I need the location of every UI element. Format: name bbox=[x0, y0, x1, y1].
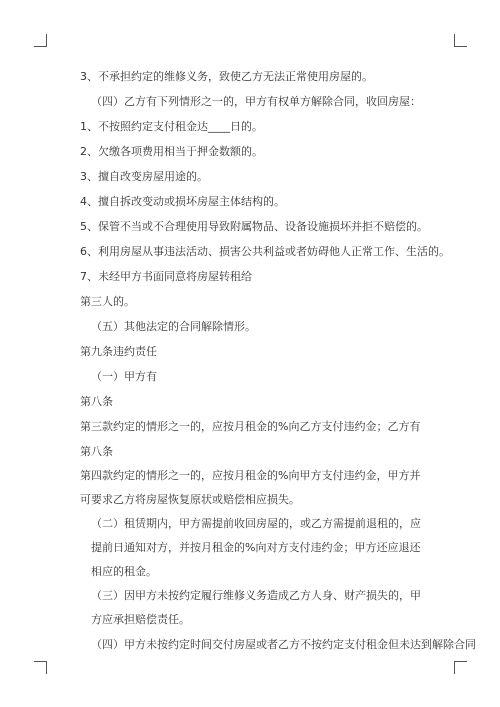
paragraph: 第八条 bbox=[80, 395, 113, 408]
paragraph: 2、欠缴各项费用相当于押金数额的。 bbox=[80, 145, 263, 158]
paragraph: （一）甲方有 bbox=[91, 370, 157, 383]
paragraph: （三）因甲方未按约定履行维修义务造成乙方人身、财产损失的，甲方应承担赔偿责任。 bbox=[91, 589, 421, 626]
paragraph: 6、利用房屋从事违法活动、损害公共利益或者妨碍他人正常工作、生活的。 bbox=[80, 245, 450, 258]
paragraph: （五）其他法定的合同解除情形。 bbox=[91, 320, 256, 333]
paragraph: （四）乙方有下列情形之一的，甲方有权单方解除合同，收回房屋： bbox=[91, 95, 421, 108]
paragraph: 1、不按照约定支付租金达____日的。 bbox=[80, 120, 263, 133]
paragraph: 第三款约定的情形之一的，应按月租金的%向乙方支付违约金；乙方有 bbox=[80, 420, 421, 433]
crop-mark-bottom-right bbox=[454, 661, 467, 674]
paragraph: 第四款约定的情形之一的，应按月租金的%向甲方支付违约金，甲方并可要求乙方将房屋恢复原状或赔偿相应损失。 bbox=[80, 469, 421, 506]
crop-mark-bottom-left bbox=[34, 661, 47, 674]
paragraph: 3、擅自改变房屋用途的。 bbox=[80, 170, 208, 183]
section-heading: 第九条违约责任 bbox=[80, 345, 157, 358]
paragraph: 4、擅自拆改变动或损坏房屋主体结构的。 bbox=[80, 195, 285, 208]
paragraph: （二）租赁期内，甲方需提前收回房屋的，或乙方需提前退租的，应提前日通知对方，并按月租金的%向对方支付违约金；甲方还应退还相应的租金。 bbox=[91, 517, 421, 578]
paragraph: 第八条 bbox=[80, 445, 113, 458]
paragraph: 第三人的。 bbox=[80, 295, 135, 308]
document-body bbox=[80, 64, 476, 657]
paragraph: （四）甲方未按约定时间交付房屋或者乙方不按约定支付租金但未达到解除合同 bbox=[91, 638, 476, 651]
crop-mark-top-left bbox=[34, 34, 47, 47]
paragraph: 3、不承担约定的维修义务，致使乙方无法正常使用房屋的。 bbox=[80, 70, 373, 83]
paragraph: 5、保管不当或不合理使用导致附属物品、设备设施损坏并拒不赔偿的。 bbox=[80, 220, 428, 233]
paragraph: 7、未经甲方书面同意将房屋转租给 bbox=[80, 270, 252, 283]
crop-mark-top-right bbox=[454, 34, 467, 47]
